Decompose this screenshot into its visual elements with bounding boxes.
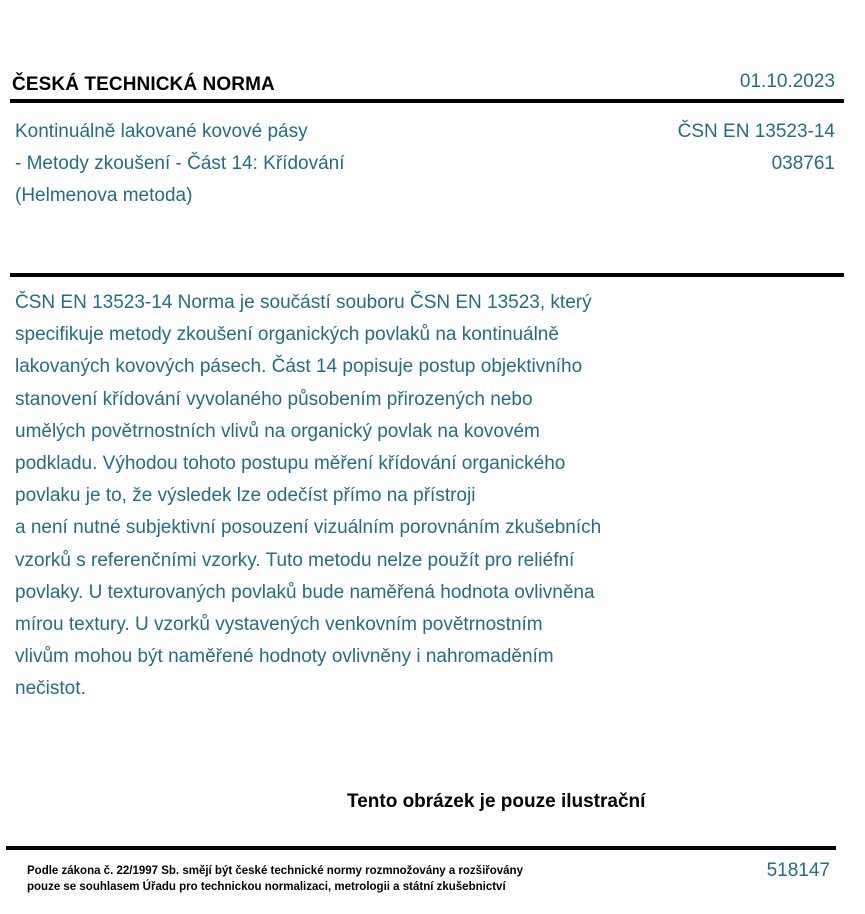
- class-number: 038761: [771, 153, 835, 174]
- document-id: 518147: [766, 860, 830, 881]
- standard-number: ČSN EN 13523-14: [677, 121, 835, 142]
- standard-title-line-2: - Metody zkoušení - Část 14: Křídování: [15, 153, 345, 174]
- illustration-notice: Tento obrázek je pouze ilustrační: [347, 791, 646, 812]
- legal-notice: [27, 863, 523, 895]
- header-divider: [10, 99, 844, 103]
- standard-title-line-1: Kontinuálně lakované kovové pásy: [15, 121, 308, 142]
- page-heading: ČESKÁ TECHNICKÁ NORMA: [12, 74, 275, 95]
- section-divider: [10, 273, 844, 277]
- abstract-text: ČSN EN 13523-14 Norma je součástí souboru ČSN EN 13523, který specifikuje metody zkoušení organických povlaků na kontinuálně lakovaných kovových pásech. Část 14 popisuje postup objektivního stanovení křídování vyvolaného působením přirozených nebo umělých povětrnostních vlivů na organický povlak na kovovém podkladu. Výhodou tohoto postupu měření křídování organického povlaku je to, že výsledek lze odečíst přímo na přístroji a není nutné subjektivní posouzení vizuálním porovnáním zkušebních vzorků s referenčními vzorky. Tuto metodu nelze použít pro reliéfní povlaky. U texturovaných povlaků bude naměřená hodnota ovlivněna mírou textury. U vzorků vystavených venkovním povětrnostním vlivům mohou být naměřené hodnoty ovlivněny i nahromaděním nečistot.: [15, 292, 602, 700]
- standard-identifiers: [678, 116, 835, 180]
- legal-notice-line-1: Podle zákona č. 22/1997 Sb. smějí být české technické normy rozmnožovány a rozšiřovány: [27, 865, 523, 877]
- standard-title: [15, 116, 345, 212]
- footer-divider: [6, 846, 836, 850]
- legal-notice-line-2: pouze se souhlasem Úřadu pro technickou normalizaci, metrologii a státní zkušebnictví: [27, 881, 506, 893]
- issue-date: 01.10.2023: [739, 71, 835, 92]
- standard-title-line-3: (Helmenova metoda): [15, 185, 193, 206]
